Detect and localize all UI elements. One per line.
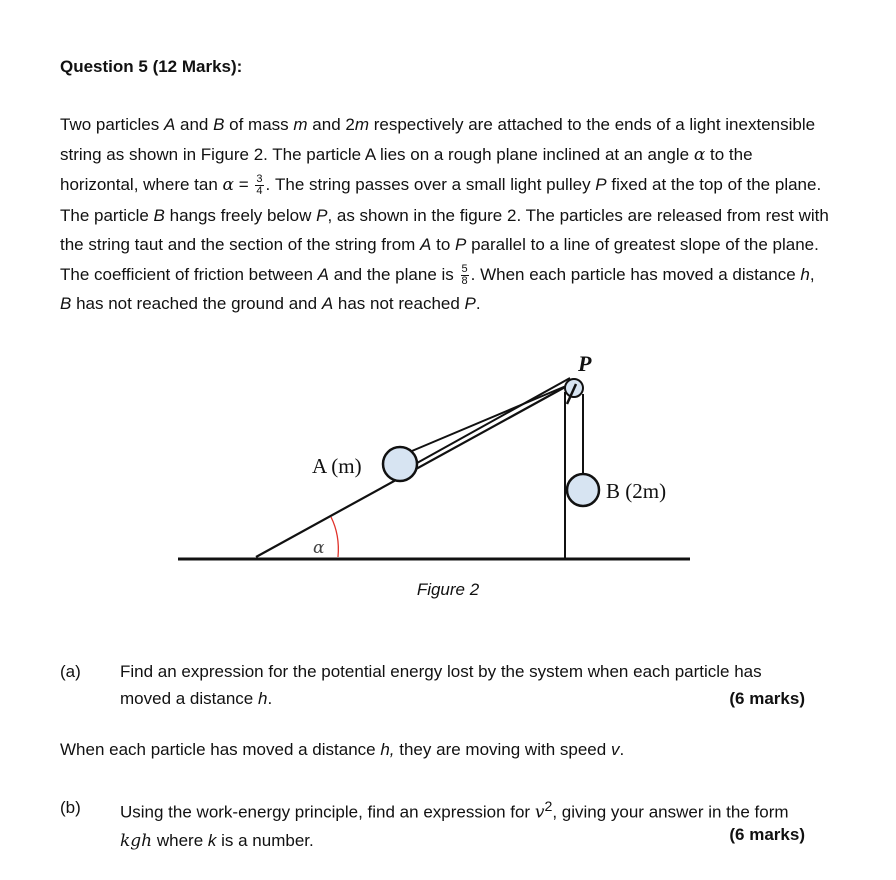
label-A: A (m): [312, 454, 362, 478]
part-b-letter: (b): [60, 798, 81, 817]
label-B: B (2m): [606, 479, 667, 503]
question-paragraph: Two particles A and B of mass m and 2m respectively are attached to the ends of a light inextensible string as shown in Figure 2. The particle A lies on a rough plane inclined at an angle α to the horizontal, where tan α = $\frac{3}{4}$ . The string passes over a small light pulley P fixed at the top of the plane. The particle B hangs freely below P, as shown in the figure 2. The particles are released from rest with the string taut and the section of the string from A to P parallel to a line of greatest slope of the plane. The coefficient of friction between A and the plane is $\frac{5}{8}$ . When each particle has moved a distance h, B has not reached the ground and A has not reached P.: [60, 115, 829, 313]
particle-A: [383, 447, 417, 481]
fraction-friction-coefficient: $\frac{5}{8}$: [461, 262, 468, 287]
part-b-text: Using the work-energy principle, find an expression for $v^2$, giving your answer in the form kgh where k is a number.: [120, 799, 789, 851]
part-b: [60, 794, 805, 855]
part-a-text: Find an expression for the potential energy lost by the system when each particle has moved a distance h.: [120, 662, 762, 708]
incline-string-A-to-P: [408, 378, 570, 468]
incline-string-lower: [400, 386, 566, 456]
question-title: Question 5 (12 Marks):: [60, 57, 243, 76]
label-P: P: [578, 351, 592, 376]
part-b-marks: (6 marks): [729, 825, 805, 844]
speed-statement: When each particle has moved a distance h, they are moving with speed v.: [60, 740, 625, 759]
part-a-letter: (a): [60, 662, 81, 681]
pulley-diagram: [0, 340, 896, 580]
fraction-tan-alpha: $\frac{3}{4}$: [256, 173, 263, 198]
particle-B: [567, 474, 599, 506]
angle-arc: [331, 517, 338, 557]
part-a: [60, 658, 805, 712]
label-alpha: α: [313, 538, 325, 558]
figure-caption: Figure 2: [416, 580, 480, 599]
part-a-marks: (6 marks): [729, 689, 805, 708]
